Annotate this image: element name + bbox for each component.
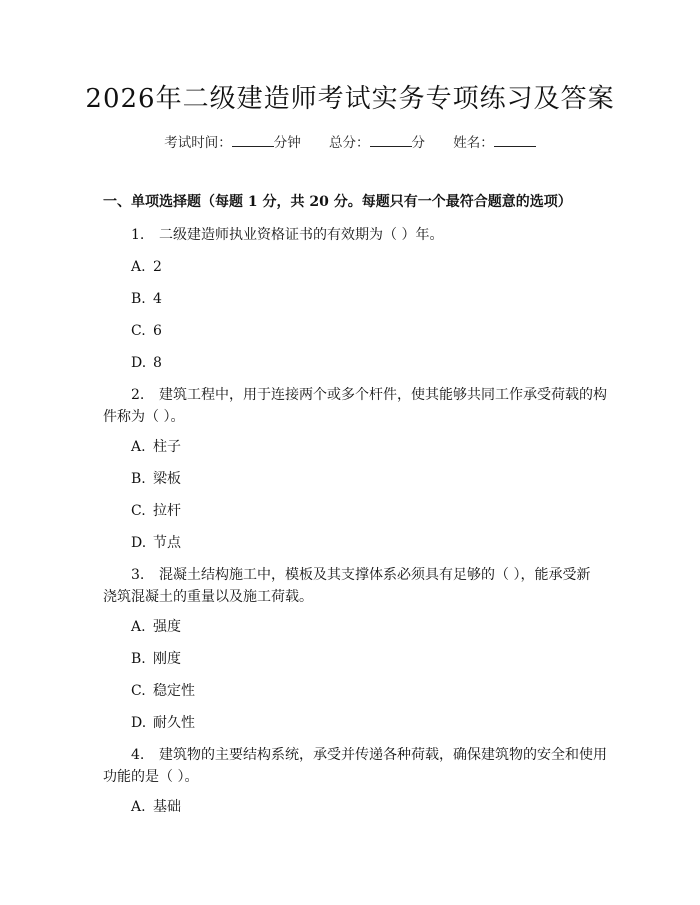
option-letter: A.	[131, 259, 146, 275]
option-text: 柱子	[153, 439, 181, 455]
exam-time-label: 考试时间：	[164, 135, 232, 151]
document-title: 2026年二级建造师考试实务专项练习及答案	[85, 84, 615, 114]
option-4a	[131, 796, 181, 818]
option-letter: C.	[131, 503, 146, 519]
name-label: 姓名：	[453, 135, 494, 151]
question-number: 1.	[131, 227, 145, 243]
question-1	[131, 224, 611, 246]
question-text: 混凝土结构施工中，模板及其支撑体系必须具有足够的（ ），能承受新	[159, 567, 591, 583]
total-score-field	[329, 131, 425, 151]
option-text: 基础	[153, 799, 181, 815]
option-letter: D.	[131, 715, 147, 731]
option-3b	[131, 648, 181, 670]
question-number: 3.	[131, 567, 145, 583]
option-text: 6	[153, 323, 162, 339]
option-2b	[131, 468, 181, 490]
option-2c	[131, 500, 181, 522]
total-score-label: 总分：	[329, 135, 370, 151]
section-heading: 一、单项选择题（每题 1 分，共 20 分。每题只有一个最符合题意的选项）	[103, 194, 572, 210]
option-text: 8	[153, 355, 162, 371]
question-text-continued: 件称为（ ）。	[103, 409, 185, 425]
total-score-unit: 分	[411, 135, 425, 151]
option-letter: C.	[131, 683, 146, 699]
question-text-continued: 功能的是（ ）。	[103, 769, 199, 785]
question-number: 2.	[131, 387, 145, 403]
option-letter: B.	[131, 291, 146, 307]
option-text: 梁板	[153, 471, 181, 487]
question-text: 建筑工程中，用于连接两个或多个杆件，使其能够共同工作承受荷载的构	[159, 387, 607, 403]
option-text: 拉杆	[153, 503, 181, 519]
option-1a	[131, 256, 162, 278]
exam-time-unit: 分钟	[273, 135, 301, 151]
option-2a	[131, 436, 181, 458]
option-letter: A.	[131, 619, 146, 635]
option-letter: D.	[131, 535, 147, 551]
option-letter: A.	[131, 439, 146, 455]
question-3	[103, 564, 611, 608]
option-3a	[131, 616, 181, 638]
option-letter: B.	[131, 651, 146, 667]
exam-time-blank	[232, 135, 274, 147]
option-letter: C.	[131, 323, 146, 339]
question-text: 二级建造师执业资格证书的有效期为（ ）年。	[159, 227, 444, 243]
option-text: 刚度	[153, 651, 181, 667]
option-text: 节点	[153, 535, 181, 551]
question-number: 4.	[131, 747, 145, 763]
option-text: 4	[153, 291, 162, 307]
option-2d	[131, 532, 181, 554]
option-1c	[131, 320, 162, 342]
option-text: 2	[153, 259, 162, 275]
name-field	[453, 131, 536, 151]
question-4	[103, 744, 611, 788]
option-text: 稳定性	[153, 683, 195, 699]
question-2	[103, 384, 611, 428]
exam-meta-line	[0, 131, 700, 151]
option-letter: B.	[131, 471, 146, 487]
option-letter: D.	[131, 355, 147, 371]
total-score-blank	[370, 135, 412, 147]
option-1d	[131, 352, 162, 374]
name-blank	[494, 135, 536, 147]
option-text: 耐久性	[153, 715, 195, 731]
option-text: 强度	[153, 619, 181, 635]
option-1b	[131, 288, 162, 310]
option-3d	[131, 712, 195, 734]
option-letter: A.	[131, 799, 146, 815]
option-3c	[131, 680, 195, 702]
exam-time-field	[164, 131, 301, 151]
question-text-continued: 浇筑混凝土的重量以及施工荷载。	[103, 589, 313, 605]
question-text: 建筑物的主要结构系统，承受并传递各种荷载，确保建筑物的安全和使用	[159, 747, 607, 763]
